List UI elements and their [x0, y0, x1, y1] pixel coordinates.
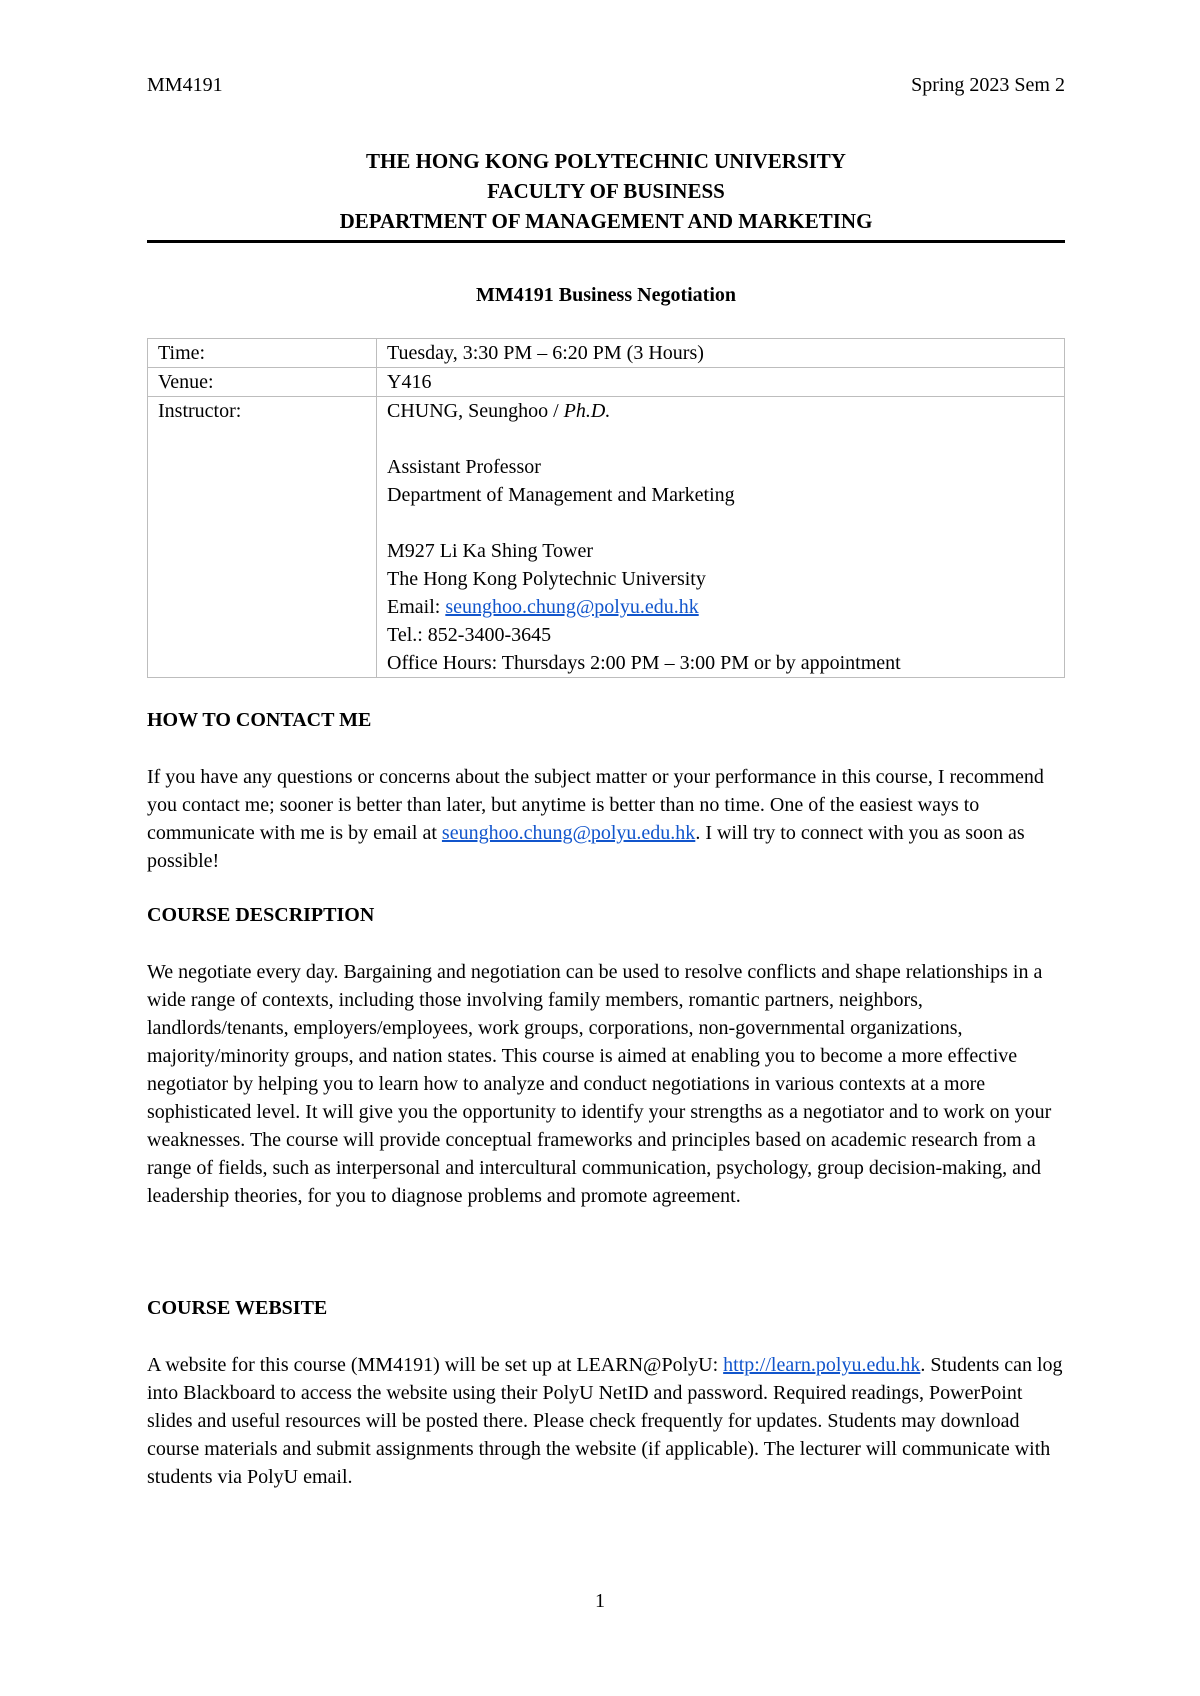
- contact-heading: HOW TO CONTACT ME: [147, 709, 372, 731]
- course-info-table: [147, 338, 1065, 678]
- course-title: MM4191 Business Negotiation: [476, 284, 736, 306]
- running-header: [147, 74, 1065, 97]
- contact-text-after: . I will try to connect with you as soon as possible!: [147, 822, 1025, 872]
- time-label: Time:: [148, 339, 377, 368]
- faculty-name: FACULTY OF BUSINESS: [487, 179, 725, 203]
- instructor-label: Instructor:: [148, 397, 377, 678]
- instructor-details: [377, 397, 1065, 678]
- spacer: [387, 425, 1054, 453]
- instructor-degree: Ph.D.: [563, 400, 611, 422]
- instructor-office: M927 Li Ka Shing Tower: [387, 540, 593, 562]
- instructor-tel: Tel.: 852-3400-3645: [387, 624, 552, 646]
- instructor-email-line: [387, 593, 1054, 621]
- description-paragraph: We negotiate every day. Bargaining and negotiation can be used to resolve conflicts and shape relationships in a wide range of contexts, including those involving family members, romantic partners, neighbors, landlords/tenants, employers/employees, work groups, corporations, non-governmental organizations, majority/minority groups, and nation states. This course is aimed at enabling you to become a more effective negotiator by helping you to learn how to analyze and conduct negotiations in various contexts at a more sophisticated level. It will give you the opportunity to identify your strengths as a negotiator and to work on your weaknesses. The course will provide conceptual frameworks and principles based on academic research from a range of fields, such as interpersonal and intercultural communication, psychology, group decision-making, and leadership theories, for you to diagnose problems and promote agreement.: [147, 961, 1052, 1207]
- instructor-name-line: [387, 397, 1054, 425]
- university-name: THE HONG KONG POLYTECHNIC UNIVERSITY: [366, 149, 846, 173]
- instructor-department: Department of Management and Marketing: [387, 484, 735, 506]
- spacer: [387, 509, 1054, 537]
- contact-text-before: If you have any questions or concerns about the subject matter or your performance in this course, I recommend you contact me; sooner is better than later, but anytime is better than no time. One of the easiest ways to communicate with me is by email at: [147, 766, 1044, 844]
- venue-value: Y416: [377, 368, 1065, 397]
- website-text-after: . Students can log into Blackboard to access the website using their PolyU NetID and password. Required readings, PowerPoint slides and useful resources will be posted there. Please check frequently for updates. Students may download course materials and submit assignments through the website (if applicable). The lecturer will communicate with students via PolyU email.: [147, 1354, 1063, 1488]
- website-url-link[interactable]: http://learn.polyu.edu.hk: [723, 1354, 921, 1376]
- page-number: 1: [595, 1590, 605, 1612]
- header-semester: Spring 2023 Sem 2: [911, 74, 1065, 96]
- email-label: Email:: [387, 596, 446, 618]
- website-paragraph: [147, 1351, 1067, 1491]
- department-name: DEPARTMENT OF MANAGEMENT AND MARKETING: [339, 209, 873, 233]
- instructor-university: The Hong Kong Polytechnic University: [387, 568, 706, 590]
- venue-label: Venue:: [148, 368, 377, 397]
- description-heading: COURSE DESCRIPTION: [147, 904, 375, 926]
- instructor-name: CHUNG, Seunghoo /: [387, 400, 564, 422]
- instructor-email-link[interactable]: seunghoo.chung@polyu.edu.hk: [445, 596, 699, 618]
- website-text-before: A website for this course (MM4191) will be set up at LEARN@PolyU:: [147, 1354, 724, 1376]
- website-heading: COURSE WEBSITE: [147, 1297, 328, 1319]
- instructor-position: Assistant Professor: [387, 456, 541, 478]
- title-divider: [147, 240, 1065, 243]
- contact-paragraph: [147, 763, 1067, 875]
- institution-title-block: [147, 146, 1065, 236]
- time-value: Tuesday, 3:30 PM – 6:20 PM (3 Hours): [377, 339, 1065, 368]
- venue-row: [148, 368, 1065, 397]
- header-course-code: MM4191: [147, 74, 223, 96]
- contact-email-link[interactable]: seunghoo.chung@polyu.edu.hk: [441, 822, 696, 844]
- instructor-row: [148, 397, 1065, 678]
- time-row: [148, 339, 1065, 368]
- instructor-office-hours: Office Hours: Thursdays 2:00 PM – 3:00 PM or by appointment: [387, 652, 901, 674]
